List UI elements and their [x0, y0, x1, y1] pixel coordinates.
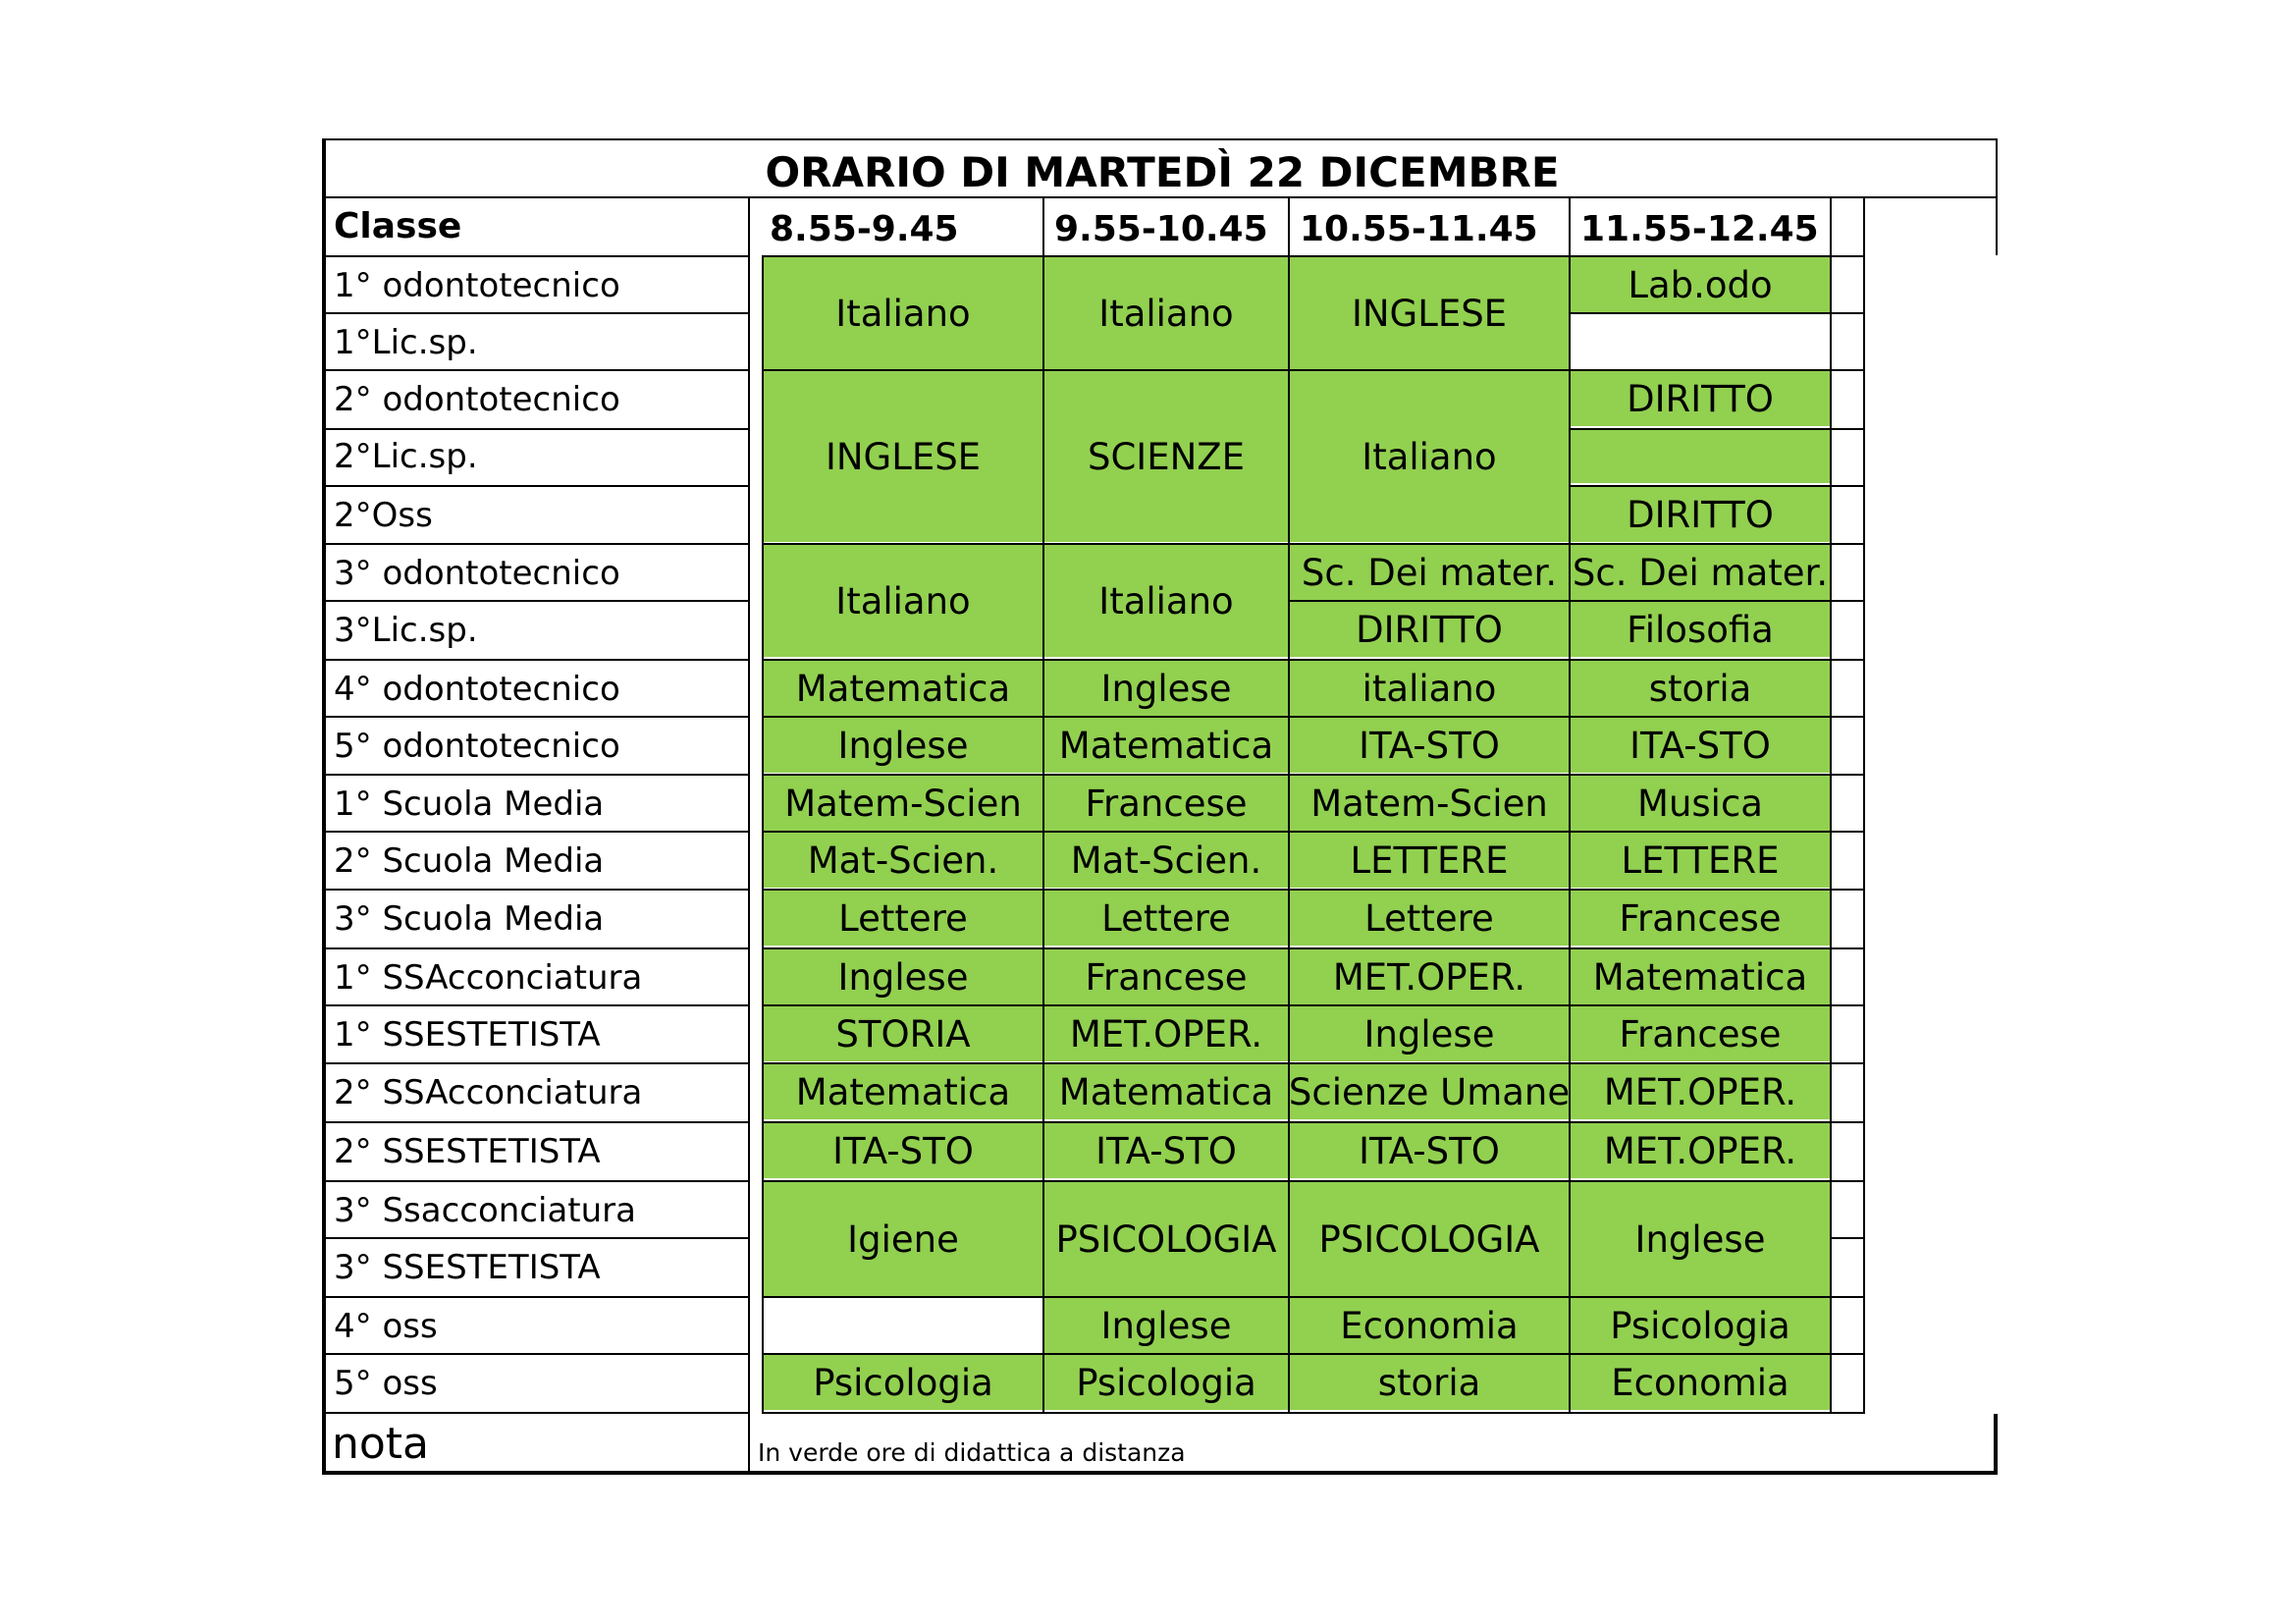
schedule-cell: Lettere [1290, 891, 1569, 946]
schedule-cell: Musica [1571, 776, 1830, 831]
grid-line [324, 1412, 750, 1414]
grid-line [324, 716, 750, 718]
grid-line [324, 1121, 750, 1123]
grid-line [762, 1412, 1865, 1414]
schedule-cell: Psicologia [764, 1355, 1042, 1410]
grid-line [1569, 312, 1865, 314]
schedule-cell: ITA-STO [1044, 1123, 1288, 1178]
schedule-cell: Scienze Umane [1290, 1064, 1569, 1119]
schedule-cell: Matematica [1571, 949, 1830, 1004]
schedule-cell: MET.OPER. [1571, 1123, 1830, 1178]
schedule-cell: MET.OPER. [1290, 949, 1569, 1004]
schedule-cell: LETTERE [1571, 833, 1830, 888]
schedule-cell: Francese [1571, 1006, 1830, 1061]
grid-line [762, 255, 1865, 257]
schedule-cell: PSICOLOGIA [1044, 1182, 1288, 1296]
grid-line [1830, 312, 1865, 314]
grid-line [1288, 196, 1290, 1412]
class-label: 2° SSESTETISTA [334, 1131, 601, 1171]
schedule-cell: Psicologia [1571, 1298, 1830, 1353]
schedule-cell: Matem-Scien [764, 776, 1042, 831]
grid-line [324, 1062, 750, 1064]
grid-line [1569, 485, 1865, 487]
schedule-cell-empty [1571, 428, 1830, 483]
schedule-cell: LETTERE [1290, 833, 1569, 888]
schedule-cell: Inglese [764, 949, 1042, 1004]
schedule-cell: STORIA [764, 1006, 1042, 1061]
schedule-cell: PSICOLOGIA [1290, 1182, 1569, 1296]
schedule-cell: ITA-STO [1290, 718, 1569, 773]
class-label: 5° oss [334, 1363, 438, 1403]
slot-header-4: 11.55-12.45 [1580, 209, 1819, 249]
grid-line [1830, 1237, 1865, 1239]
grid-line [324, 659, 750, 661]
grid-line [324, 947, 750, 949]
grid-line [324, 255, 750, 257]
grid-line [762, 543, 1865, 545]
schedule-cell: storia [1290, 1355, 1569, 1410]
schedule-cell: Matematica [764, 1064, 1042, 1119]
schedule-cell: Sc. Dei mater. [1571, 545, 1830, 600]
grid-line [324, 369, 750, 371]
class-label: 1°Lic.sp. [334, 322, 478, 362]
class-label: 1° SSESTETISTA [334, 1014, 601, 1055]
note-text: In verde ore di didattica a distanza [758, 1438, 1186, 1467]
grid-line [762, 1296, 1865, 1298]
grid-line [1994, 1414, 1998, 1473]
grid-line [324, 1004, 750, 1006]
grid-line [322, 1471, 1998, 1475]
schedule-cell: Inglese [764, 718, 1042, 773]
nota-label: nota [332, 1419, 430, 1469]
class-label: 3° odontotecnico [334, 553, 620, 593]
grid-line [1569, 196, 1571, 1412]
schedule-cell: Economia [1571, 1355, 1830, 1410]
grid-line [1830, 428, 1865, 430]
class-label: 3° SSESTETISTA [334, 1247, 601, 1287]
grid-line [762, 947, 1865, 949]
class-label: 1° odontotecnico [334, 265, 620, 305]
schedule-cell: Italiano [764, 545, 1042, 657]
grid-line [1830, 600, 1865, 602]
class-label: 1° Scuola Media [334, 784, 605, 824]
grid-line [762, 255, 764, 1412]
schedule-cell: Italiano [1044, 545, 1288, 657]
grid-line [322, 138, 1998, 140]
class-label: 5° odontotecnico [334, 726, 620, 766]
schedule-cell: Matematica [1044, 718, 1288, 773]
schedule-cell: Inglese [1290, 1006, 1569, 1061]
schedule-cell: Inglese [1044, 1298, 1288, 1353]
schedule-cell: Mat-Scien. [764, 833, 1042, 888]
grid-line [762, 889, 1865, 891]
page-title: ORARIO DI MARTEDÌ 22 DICEMBRE [765, 148, 1560, 196]
grid-line [322, 196, 1998, 198]
grid-line [324, 774, 750, 776]
schedule-cell: DIRITTO [1290, 602, 1569, 657]
schedule-cell: Italiano [1290, 371, 1569, 542]
grid-line [324, 1237, 750, 1239]
grid-line [762, 1353, 1865, 1355]
class-label: 2° odontotecnico [334, 379, 620, 419]
schedule-cell: Igiene [764, 1182, 1042, 1296]
grid-line [1288, 600, 1865, 602]
class-label: 1° SSAcconciatura [334, 957, 643, 998]
grid-line [322, 138, 326, 1473]
schedule-cell: Economia [1290, 1298, 1569, 1353]
grid-line [1830, 485, 1865, 487]
schedule-cell: MET.OPER. [1571, 1064, 1830, 1119]
schedule-cell-empty [764, 1298, 1042, 1353]
schedule-cell: Psicologia [1044, 1355, 1288, 1410]
schedule-cell: SCIENZE [1044, 371, 1288, 542]
grid-line [324, 485, 750, 487]
grid-line [1996, 138, 1998, 255]
grid-line [324, 428, 750, 430]
schedule-cell: storia [1571, 661, 1830, 716]
schedule-cell: Inglese [1044, 661, 1288, 716]
slot-header-1: 8.55-9.45 [770, 209, 959, 249]
schedule-cell: Italiano [764, 257, 1042, 369]
schedule-cell: ITA-STO [1571, 718, 1830, 773]
schedule-cell: Lettere [764, 891, 1042, 946]
schedule-cell: Mat-Scien. [1044, 833, 1288, 888]
schedule-cell: Matematica [764, 661, 1042, 716]
grid-line [324, 1296, 750, 1298]
grid-line [1830, 196, 1832, 1412]
schedule-cell: Francese [1571, 891, 1830, 946]
grid-line [324, 312, 750, 314]
grid-line [762, 1062, 1865, 1064]
grid-line [324, 1353, 750, 1355]
schedule-cell: Filosofia [1571, 602, 1830, 657]
schedule-cell: INGLESE [764, 371, 1042, 542]
grid-line [762, 1004, 1865, 1006]
grid-line [1863, 196, 1865, 1412]
schedule-cell: MET.OPER. [1044, 1006, 1288, 1061]
grid-line [324, 543, 750, 545]
schedule-cell: Italiano [1044, 257, 1288, 369]
grid-line [762, 1180, 1865, 1182]
grid-line [748, 196, 750, 1473]
schedule-cell: DIRITTO [1571, 371, 1830, 426]
grid-line [324, 1180, 750, 1182]
grid-line [762, 716, 1865, 718]
slot-header-2: 9.55-10.45 [1054, 209, 1268, 249]
class-column-header: Classe [334, 206, 462, 246]
schedule-cell: DIRITTO [1571, 487, 1830, 542]
grid-line [762, 369, 1865, 371]
schedule-cell: Inglese [1571, 1182, 1830, 1296]
schedule-cell: Matem-Scien [1290, 776, 1569, 831]
grid-line [324, 831, 750, 833]
slot-header-3: 10.55-11.45 [1300, 209, 1538, 249]
grid-line [324, 600, 750, 602]
grid-line [324, 889, 750, 891]
schedule-cell: Francese [1044, 949, 1288, 1004]
class-label: 2°Lic.sp. [334, 436, 478, 476]
class-label: 4° odontotecnico [334, 669, 620, 709]
schedule-cell: Sc. Dei mater. [1290, 545, 1569, 600]
schedule-cell: ITA-STO [764, 1123, 1042, 1178]
schedule-cell: Francese [1044, 776, 1288, 831]
schedule-cell: Lab.odo [1571, 257, 1830, 312]
schedule-cell: INGLESE [1290, 257, 1569, 369]
grid-line [762, 659, 1865, 661]
class-label: 2° Scuola Media [334, 840, 605, 881]
grid-line [762, 774, 1865, 776]
grid-line [1569, 428, 1865, 430]
grid-line [1042, 196, 1044, 1412]
class-label: 4° oss [334, 1306, 438, 1346]
class-label: 2° SSAcconciatura [334, 1072, 643, 1112]
schedule-cell: italiano [1290, 661, 1569, 716]
schedule-cell: Matematica [1044, 1064, 1288, 1119]
class-label: 3° Ssacconciatura [334, 1190, 636, 1230]
grid-line [762, 831, 1865, 833]
schedule-cell: Lettere [1044, 891, 1288, 946]
class-label: 3°Lic.sp. [334, 610, 478, 650]
grid-line [762, 1121, 1865, 1123]
schedule-cell: ITA-STO [1290, 1123, 1569, 1178]
class-label: 3° Scuola Media [334, 898, 605, 939]
class-label: 2°Oss [334, 495, 433, 535]
